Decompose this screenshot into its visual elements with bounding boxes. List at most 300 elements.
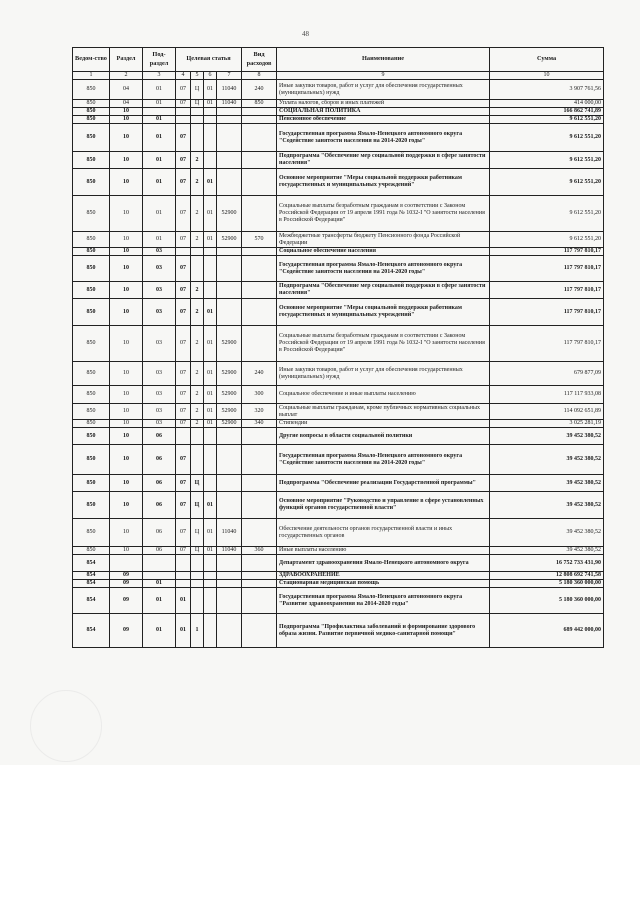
row-amount: 3 907 761,56 — [490, 80, 604, 100]
subprogram-code: 2 — [191, 386, 204, 404]
section-code: 10 — [110, 362, 143, 386]
section-code: 10 — [110, 326, 143, 362]
expense-type-code — [242, 108, 277, 116]
row-amount: 9 612 551,20 — [490, 232, 604, 248]
program-code: 07 — [176, 445, 191, 475]
event-code: 01 — [204, 492, 217, 519]
section-code — [110, 555, 143, 572]
direction-code — [217, 492, 242, 519]
table-row — [73, 116, 604, 124]
direction-code — [217, 116, 242, 124]
row-amount: 16 752 733 431,90 — [490, 555, 604, 572]
section-code: 10 — [110, 299, 143, 326]
row-amount: 39 452 380,52 — [490, 445, 604, 475]
table-row — [73, 326, 604, 362]
row-name: Подпрограмма "Профилактика заболеваний и формирование здорового образа жизни. Развитие первичной медико-санитарной помощи" — [277, 614, 490, 648]
event-code: 01 — [204, 100, 217, 108]
subprogram-code — [191, 572, 204, 580]
event-code — [204, 555, 217, 572]
subsection-code: 03 — [143, 420, 176, 428]
row-amount: 39 452 380,52 — [490, 492, 604, 519]
event-code: 01 — [204, 386, 217, 404]
column-number: 4 — [176, 72, 191, 80]
section-code: 10 — [110, 386, 143, 404]
table-row — [73, 428, 604, 445]
subprogram-code — [191, 248, 204, 256]
subprogram-code: Ц — [191, 547, 204, 555]
page-bottom-margin — [0, 765, 640, 905]
department-code: 850 — [73, 256, 110, 282]
program-code: 07 — [176, 519, 191, 547]
event-code: 01 — [204, 547, 217, 555]
subsection-code — [143, 555, 176, 572]
row-amount: 166 862 741,89 — [490, 108, 604, 116]
event-code — [204, 124, 217, 152]
event-code — [204, 428, 217, 445]
subprogram-code — [191, 588, 204, 614]
program-code — [176, 116, 191, 124]
row-name: Иные закупки товаров, работ и услуг для обеспечения государственных (муниципальных) нужд — [277, 362, 490, 386]
header-row — [73, 48, 604, 72]
direction-code — [217, 572, 242, 580]
expense-type-code — [242, 588, 277, 614]
direction-code — [217, 299, 242, 326]
expense-type-code — [242, 614, 277, 648]
program-code: 01 — [176, 588, 191, 614]
direction-code — [217, 475, 242, 492]
program-code: 07 — [176, 196, 191, 232]
section-code: 10 — [110, 256, 143, 282]
subsection-code: 03 — [143, 256, 176, 282]
expense-type-code — [242, 116, 277, 124]
header-subsection: Под-раздел — [143, 48, 176, 72]
department-code: 850 — [73, 299, 110, 326]
row-amount: 12 808 692 741,58 — [490, 572, 604, 580]
row-name: Государственная программа Ямало-Ненецкого автономного округа "Развитие здравоохранения на 2014-2020 годы" — [277, 588, 490, 614]
program-code: 07 — [176, 169, 191, 196]
subprogram-code: 2 — [191, 196, 204, 232]
subsection-code: 03 — [143, 386, 176, 404]
program-code — [176, 572, 191, 580]
direction-code: 52900 — [217, 420, 242, 428]
subsection-code: 01 — [143, 100, 176, 108]
row-name: Государственная программа Ямало-Ненецкого автономного округа "Содействие занятости населения на 2014-2020 годы" — [277, 256, 490, 282]
row-name: Департамент здравоохранения Ямало-Ненецкого автономного округа — [277, 555, 490, 572]
subsection-code: 01 — [143, 152, 176, 169]
table-row — [73, 362, 604, 386]
program-code: 07 — [176, 100, 191, 108]
budget-table — [72, 47, 604, 648]
header-name: Наименование — [277, 48, 490, 72]
subsection-code: 06 — [143, 475, 176, 492]
subsection-code: 03 — [143, 362, 176, 386]
expense-type-code — [242, 326, 277, 362]
column-number: 2 — [110, 72, 143, 80]
table-row — [73, 614, 604, 648]
table-row — [73, 100, 604, 108]
subprogram-code: 2 — [191, 169, 204, 196]
department-code: 850 — [73, 248, 110, 256]
direction-code: 52900 — [217, 362, 242, 386]
program-code — [176, 428, 191, 445]
section-code: 10 — [110, 282, 143, 299]
header-target-article: Целевая статья — [176, 48, 242, 72]
row-name: Иные выплаты населению — [277, 547, 490, 555]
row-amount: 39 452 380,52 — [490, 475, 604, 492]
section-code: 10 — [110, 152, 143, 169]
row-amount: 117 797 810,17 — [490, 282, 604, 299]
column-number: 7 — [217, 72, 242, 80]
direction-code — [217, 169, 242, 196]
expense-type-code: 360 — [242, 547, 277, 555]
expense-type-code — [242, 256, 277, 282]
direction-code — [217, 580, 242, 588]
column-number: 5 — [191, 72, 204, 80]
row-name: Стационарная медицинская помощь — [277, 580, 490, 588]
subsection-code: 01 — [143, 196, 176, 232]
table-row — [73, 248, 604, 256]
section-code: 04 — [110, 100, 143, 108]
direction-code — [217, 282, 242, 299]
row-amount: 117 797 810,17 — [490, 299, 604, 326]
row-amount: 679 877,09 — [490, 362, 604, 386]
department-code: 850 — [73, 152, 110, 169]
event-code: 01 — [204, 420, 217, 428]
event-code — [204, 256, 217, 282]
subprogram-code: 2 — [191, 362, 204, 386]
section-code: 10 — [110, 248, 143, 256]
column-number: 3 — [143, 72, 176, 80]
direction-code: 11040 — [217, 100, 242, 108]
expense-type-code: 240 — [242, 80, 277, 100]
section-code: 10 — [110, 428, 143, 445]
direction-code: 11040 — [217, 547, 242, 555]
row-name: Основное мероприятие "Меры социальной поддержки работникам государственных и муниципальных учреждений" — [277, 169, 490, 196]
department-code: 850 — [73, 282, 110, 299]
row-name: СОЦИАЛЬНАЯ ПОЛИТИКА — [277, 108, 490, 116]
department-code: 850 — [73, 547, 110, 555]
subsection-code: 01 — [143, 124, 176, 152]
table-row — [73, 492, 604, 519]
header-amount: Сумма — [490, 48, 604, 72]
direction-code: 52900 — [217, 196, 242, 232]
department-code: 850 — [73, 100, 110, 108]
row-amount: 117 797 810,17 — [490, 326, 604, 362]
table-row — [73, 124, 604, 152]
department-code: 850 — [73, 386, 110, 404]
department-code: 854 — [73, 588, 110, 614]
department-code: 850 — [73, 232, 110, 248]
row-name: Социальное обеспечение и иные выплаты населению — [277, 386, 490, 404]
row-amount: 5 180 360 000,00 — [490, 580, 604, 588]
section-code: 09 — [110, 580, 143, 588]
department-code: 854 — [73, 580, 110, 588]
program-code: 07 — [176, 256, 191, 282]
section-code: 10 — [110, 124, 143, 152]
subsection-code: 06 — [143, 428, 176, 445]
row-amount: 117 797 810,17 — [490, 248, 604, 256]
department-code: 850 — [73, 326, 110, 362]
table-row — [73, 169, 604, 196]
program-code: 07 — [176, 492, 191, 519]
subprogram-code — [191, 116, 204, 124]
row-amount: 39 452 380,52 — [490, 547, 604, 555]
direction-code — [217, 152, 242, 169]
section-code: 10 — [110, 404, 143, 420]
table-row — [73, 256, 604, 282]
section-code: 09 — [110, 572, 143, 580]
section-code: 10 — [110, 492, 143, 519]
row-amount: 414 000,00 — [490, 100, 604, 108]
program-code: 07 — [176, 362, 191, 386]
table-row — [73, 555, 604, 572]
column-number: 6 — [204, 72, 217, 80]
direction-code — [217, 445, 242, 475]
subsection-code: 06 — [143, 492, 176, 519]
header-section: Раздел — [110, 48, 143, 72]
event-code — [204, 152, 217, 169]
subprogram-code: Ц — [191, 519, 204, 547]
table-row — [73, 475, 604, 492]
table-row — [73, 519, 604, 547]
row-amount: 9 612 551,20 — [490, 152, 604, 169]
program-code: 01 — [176, 614, 191, 648]
department-code: 850 — [73, 196, 110, 232]
event-code: 01 — [204, 326, 217, 362]
department-code: 854 — [73, 555, 110, 572]
direction-code: 11040 — [217, 519, 242, 547]
row-amount: 9 612 551,20 — [490, 124, 604, 152]
direction-code: 11040 — [217, 80, 242, 100]
direction-code — [217, 108, 242, 116]
section-code: 10 — [110, 475, 143, 492]
subprogram-code: 2 — [191, 326, 204, 362]
expense-type-code — [242, 196, 277, 232]
expense-type-code: 570 — [242, 232, 277, 248]
column-number: 9 — [277, 72, 490, 80]
row-amount: 117 117 933,08 — [490, 386, 604, 404]
expense-type-code — [242, 248, 277, 256]
row-name: Социальные выплаты безработным гражданам в соответствии с Законом Российской Федерации от 19 апреля 1991 года № 1032-I "О занятости населения в Российской Федерации" — [277, 196, 490, 232]
row-amount: 39 452 380,52 — [490, 428, 604, 445]
row-name: Подпрограмма "Обеспечение мер социальной поддержки в сфере занятости населения" — [277, 282, 490, 299]
direction-code — [217, 248, 242, 256]
event-code: 01 — [204, 299, 217, 326]
row-name: Подпрограмма "Обеспечение мер социальной поддержки в сфере занятости населения" — [277, 152, 490, 169]
subprogram-code: Ц — [191, 100, 204, 108]
subprogram-code: Ц — [191, 475, 204, 492]
subsection-code: 03 — [143, 299, 176, 326]
row-name: Государственная программа Ямало-Ненецкого автономного округа "Содействие занятости населения на 2014-2020 годы" — [277, 124, 490, 152]
row-name: Другие вопросы в области социальной политики — [277, 428, 490, 445]
subsection-code: 01 — [143, 80, 176, 100]
expense-type-code — [242, 124, 277, 152]
program-code: 07 — [176, 232, 191, 248]
expense-type-code — [242, 169, 277, 196]
expense-type-code — [242, 475, 277, 492]
department-code: 850 — [73, 124, 110, 152]
row-amount: 117 797 810,17 — [490, 256, 604, 282]
event-code — [204, 588, 217, 614]
program-code — [176, 108, 191, 116]
department-code: 850 — [73, 420, 110, 428]
row-name: Социальное обеспечение населения — [277, 248, 490, 256]
expense-type-code — [242, 152, 277, 169]
subsection-code: 01 — [143, 588, 176, 614]
program-code: 07 — [176, 547, 191, 555]
row-amount: 5 180 360 000,00 — [490, 588, 604, 614]
direction-code: 52900 — [217, 232, 242, 248]
event-code: 01 — [204, 196, 217, 232]
program-code: 07 — [176, 326, 191, 362]
subsection-code: 06 — [143, 445, 176, 475]
direction-code — [217, 555, 242, 572]
department-code: 850 — [73, 475, 110, 492]
direction-code — [217, 588, 242, 614]
direction-code — [217, 256, 242, 282]
header-expense-type: Вид расходов — [242, 48, 277, 72]
section-code: 10 — [110, 116, 143, 124]
event-code — [204, 580, 217, 588]
column-number-row — [73, 72, 604, 80]
column-number: 8 — [242, 72, 277, 80]
program-code — [176, 555, 191, 572]
subprogram-code — [191, 256, 204, 282]
program-code: 07 — [176, 299, 191, 326]
event-code: 01 — [204, 362, 217, 386]
row-name: Межбюджетные трансферты бюджету Пенсионного фонда Российской Федерации — [277, 232, 490, 248]
row-amount: 114 092 651,89 — [490, 404, 604, 420]
row-name: Подпрограмма "Обеспечение реализации Государственной программы" — [277, 475, 490, 492]
subsection-code: 01 — [143, 169, 176, 196]
event-code: 01 — [204, 404, 217, 420]
subsection-code: 01 — [143, 614, 176, 648]
event-code: 01 — [204, 232, 217, 248]
table-row — [73, 108, 604, 116]
subprogram-code: 2 — [191, 299, 204, 326]
subprogram-code: Ц — [191, 492, 204, 519]
section-code: 10 — [110, 232, 143, 248]
direction-code: 52900 — [217, 404, 242, 420]
event-code: 01 — [204, 169, 217, 196]
expense-type-code: 850 — [242, 100, 277, 108]
expense-type-code — [242, 445, 277, 475]
section-code: 10 — [110, 196, 143, 232]
expense-type-code: 240 — [242, 362, 277, 386]
expense-type-code — [242, 299, 277, 326]
section-code: 10 — [110, 108, 143, 116]
row-amount: 9 612 551,20 — [490, 169, 604, 196]
subsection-code: 01 — [143, 116, 176, 124]
program-code: 07 — [176, 80, 191, 100]
department-code: 850 — [73, 362, 110, 386]
event-code — [204, 116, 217, 124]
header-department: Ведом-ство — [73, 48, 110, 72]
program-code: 07 — [176, 386, 191, 404]
department-code: 850 — [73, 169, 110, 196]
table-row — [73, 299, 604, 326]
program-code: 07 — [176, 475, 191, 492]
table-row — [73, 588, 604, 614]
direction-code: 52900 — [217, 386, 242, 404]
department-code: 850 — [73, 428, 110, 445]
subprogram-code — [191, 580, 204, 588]
subprogram-code — [191, 428, 204, 445]
table-row — [73, 580, 604, 588]
subsection-code: 03 — [143, 282, 176, 299]
section-code: 04 — [110, 80, 143, 100]
row-name: ЗДРАВООХРАНЕНИЕ — [277, 572, 490, 580]
row-name: Государственная программа Ямало-Ненецкого автономного округа "Содействие занятости населения на 2014-2020 годы" — [277, 445, 490, 475]
subsection-code: 03 — [143, 326, 176, 362]
department-code: 854 — [73, 614, 110, 648]
row-name: Стипендии — [277, 420, 490, 428]
table-row — [73, 420, 604, 428]
table-row — [73, 445, 604, 475]
subsection-code — [143, 108, 176, 116]
row-name: Пенсионное обеспечение — [277, 116, 490, 124]
subprogram-code — [191, 124, 204, 152]
column-number: 10 — [490, 72, 604, 80]
row-name: Иные закупки товаров, работ и услуг для обеспечения государственных (муниципальных) нужд — [277, 80, 490, 100]
section-code: 10 — [110, 420, 143, 428]
direction-code — [217, 614, 242, 648]
department-code: 850 — [73, 108, 110, 116]
event-code — [204, 572, 217, 580]
row-amount: 9 612 551,20 — [490, 116, 604, 124]
section-code: 10 — [110, 519, 143, 547]
stamp-mark — [30, 690, 102, 762]
event-code — [204, 614, 217, 648]
page-number: 48 — [302, 30, 309, 38]
program-code: 07 — [176, 404, 191, 420]
table-row — [73, 404, 604, 420]
column-number: 1 — [73, 72, 110, 80]
row-name: Социальные выплаты безработным гражданам в соответствии с Законом Российской Федерации от 19 апреля 1991 года № 1032-I "О занятости населения в Российской Федерации" — [277, 326, 490, 362]
subprogram-code — [191, 445, 204, 475]
table-row — [73, 80, 604, 100]
row-name: Основное мероприятие "Руководство и управление в сфере установленных функций органов государственной власти" — [277, 492, 490, 519]
expense-type-code — [242, 282, 277, 299]
expense-type-code — [242, 428, 277, 445]
expense-type-code — [242, 555, 277, 572]
event-code — [204, 282, 217, 299]
subprogram-code — [191, 555, 204, 572]
row-name: Социальные выплаты гражданам, кроме публичных нормативных социальных выплат — [277, 404, 490, 420]
subprogram-code — [191, 108, 204, 116]
department-code: 850 — [73, 116, 110, 124]
subprogram-code: 2 — [191, 420, 204, 428]
event-code: 01 — [204, 80, 217, 100]
expense-type-code — [242, 580, 277, 588]
event-code — [204, 475, 217, 492]
department-code: 850 — [73, 445, 110, 475]
expense-type-code: 300 — [242, 386, 277, 404]
department-code: 850 — [73, 492, 110, 519]
program-code — [176, 580, 191, 588]
subsection-code: 06 — [143, 547, 176, 555]
subsection-code: 01 — [143, 580, 176, 588]
direction-code — [217, 428, 242, 445]
subprogram-code: 2 — [191, 232, 204, 248]
section-code: 10 — [110, 547, 143, 555]
program-code: 07 — [176, 124, 191, 152]
section-code: 10 — [110, 169, 143, 196]
section-code: 10 — [110, 445, 143, 475]
subsection-code: 06 — [143, 519, 176, 547]
event-code: 01 — [204, 519, 217, 547]
subsection-code: 03 — [143, 248, 176, 256]
